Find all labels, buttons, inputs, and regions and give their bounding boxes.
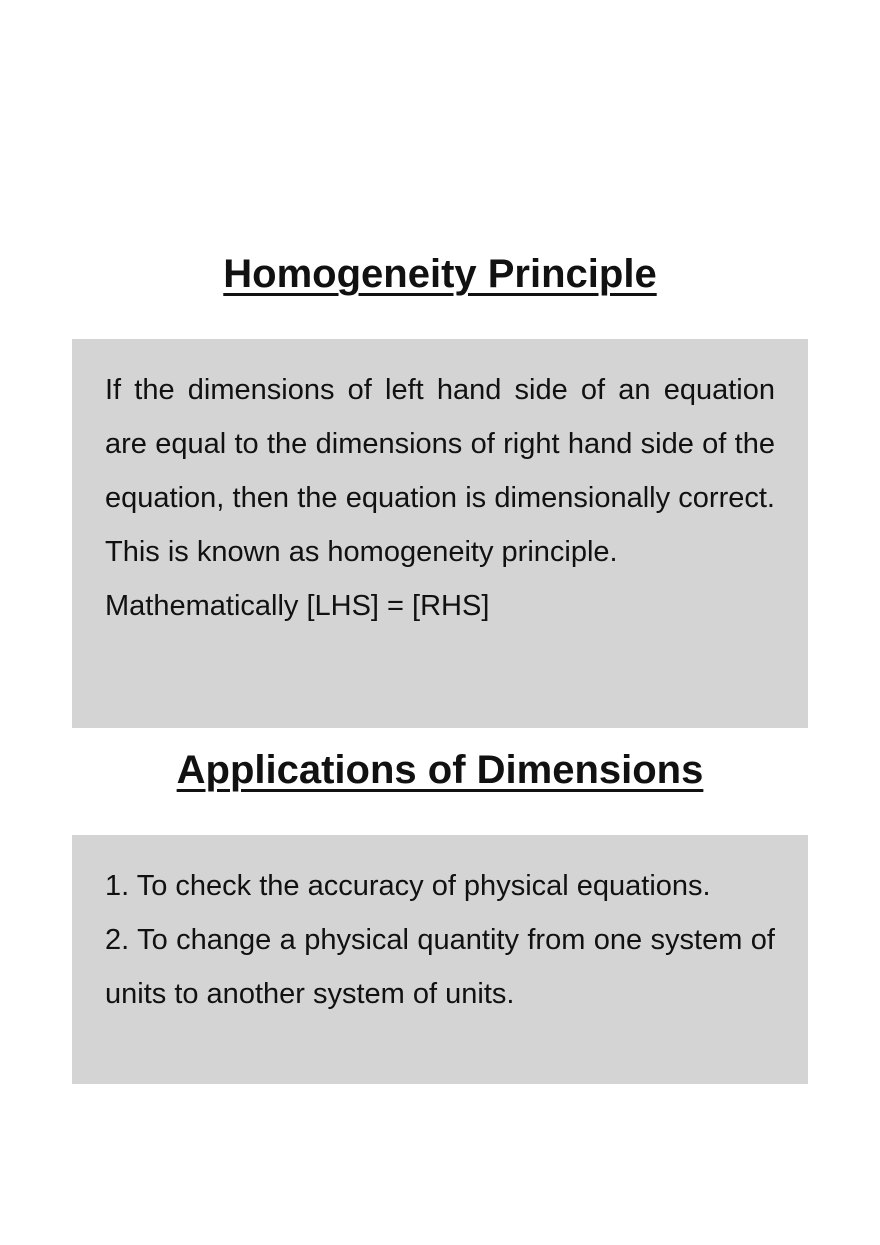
application-item: 1. To check the accuracy of physical equations. <box>105 870 711 902</box>
applications-heading: Applications of Dimensions <box>176 748 704 792</box>
homogeneity-principle-heading: Homogeneity Principle <box>223 252 657 296</box>
homogeneity-principle-box <box>72 339 808 728</box>
applications-box <box>72 835 808 1084</box>
application-item: 2. To change a physical quantity from one system of units to another system of units. <box>105 924 775 1010</box>
homogeneity-principle-paragraph: If the dimensions of left hand side of an equation are equal to the dimensions of right hand side of the equation, then the equation is dimensionally correct. This is known as homogeneity principle. <box>105 374 775 568</box>
homogeneity-principle-content <box>105 363 775 633</box>
homogeneity-formula: Mathematically [LHS] = [RHS] <box>105 590 490 622</box>
applications-list <box>105 859 775 1021</box>
